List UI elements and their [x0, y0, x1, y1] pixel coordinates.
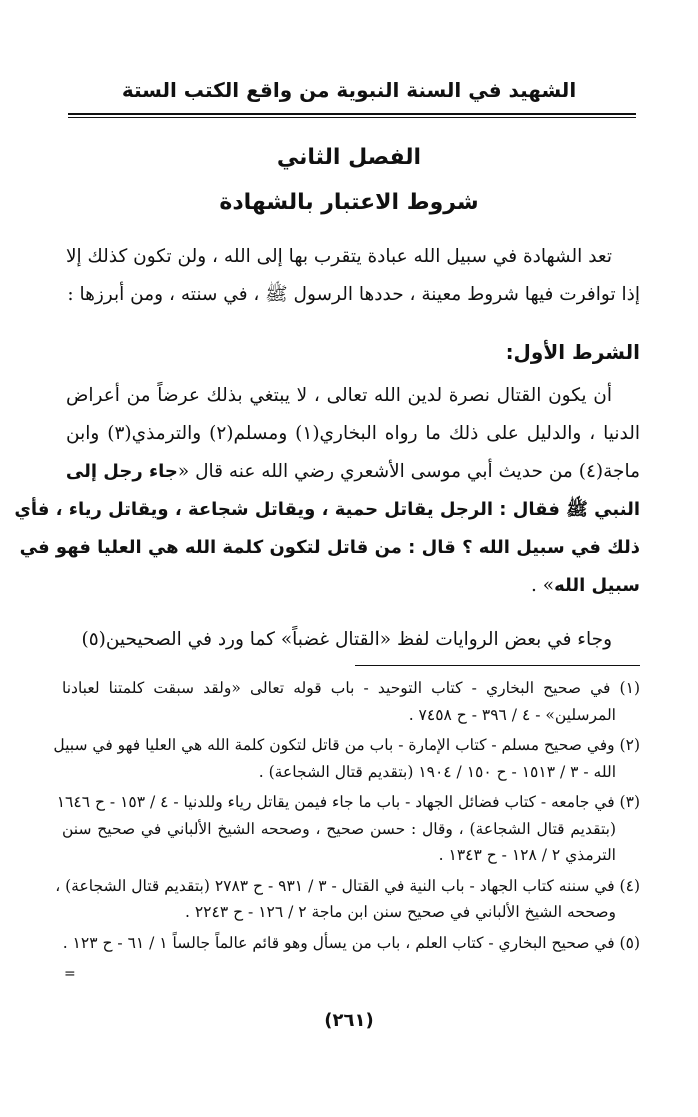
footnotes	[53, 675, 640, 956]
hadith-text: سبيل الله	[554, 575, 640, 596]
footnote-1	[62, 675, 640, 728]
header-rule-thin	[68, 117, 636, 118]
footnote-line: (٥) في صحيح البخاري - كتاب العلم ، باب من يسأل وهو قائم عالماً جالساً ١ / ٦١ - ح ١٢٣ .	[62, 933, 640, 952]
chapter-title: الفصل الثاني	[276, 145, 422, 170]
condition-line	[66, 453, 640, 491]
condition-line: الدنيا ، والدليل على ذلك ما رواه البخاري(١) ومسلم(٢) والترمذي(٣) وابن	[66, 423, 640, 444]
hadith-line: النبي ﷺ فقال : الرجل يقاتل حمية ، ويقاتل شجاعة ، ويقاتل رياء ، فأي	[14, 499, 640, 520]
running-header: الشهيد في السنة النبوية من واقع الكتب الستة	[121, 78, 577, 102]
footnote-line: الترمذي ٢ / ١٢٨ - ح ١٣٤٣ .	[438, 846, 616, 864]
hadith-close: » .	[530, 575, 555, 596]
condition-line: أن يكون القتال نصرة لدين الله تعالى ، لا يبتغي بذلك عرضاً من أعراض	[66, 385, 612, 406]
intro-paragraph	[66, 238, 640, 314]
hadith-line: ذلك في سبيل الله ؟ قال : من قاتل لتكون كلمة الله هي العليا فهو في	[19, 537, 640, 558]
footnote-line: (١) في صحيح البخاري - كتاب التوحيد - باب قوله تعالى «ولقد سبقت كلمتنا لعبادنا	[62, 679, 640, 697]
chapter-subtitle: شروط الاعتبار بالشهادة	[219, 190, 479, 215]
footnote-line: (٤) في سننه كتاب الجهاد - باب النية في القتال - ٣ / ٩٣١ - ح ٢٧٨٣ (بتقديم قتال الشجاعة) ،	[55, 876, 640, 895]
footnote-5	[62, 930, 640, 957]
footnote-line: المرسلين» - ٤ / ٣٩٦ - ح ٧٤٥٨ .	[408, 705, 616, 724]
condition-line-text: ماجة(٤) من حديث أبي موسى الأشعري رضي الله عنه قال «	[177, 461, 640, 482]
footnote-4	[55, 873, 640, 926]
condition-paragraph	[14, 377, 640, 605]
next-paragraph-line: وجاء في بعض الروايات لفظ «القتال غضباً» كما ورد في الصحيحين(٥)	[81, 629, 612, 650]
hadith-text: جاء رجل إلى	[65, 461, 178, 482]
footnote-line: (بتقديم قتال الشجاعة) ، وقال : حسن صحيح ، وصححه الشيخ الألباني في صحيح سنن	[62, 819, 616, 838]
footnote-3	[56, 789, 640, 869]
page-number: (٢٦١)	[324, 1010, 374, 1031]
footnote-separator	[355, 665, 640, 666]
footnote-2	[53, 732, 640, 785]
next-paragraph	[66, 621, 640, 659]
footnote-line: الله - ٣ / ١٥١٣ - ح ١٥٠ / ١٩٠٤ (بتقديم قتال الشجاعة) .	[258, 762, 616, 781]
section-heading: الشرط الأول:	[505, 340, 640, 364]
footnote-line: (٣) في جامعه - كتاب فضائل الجهاد - باب ما جاء فيمن يقاتل رياء وللدنيا - ٤ / ١٥٣ - ح ١٦٤٦	[56, 793, 640, 811]
intro-line: إذا توافرت فيها شروط معينة ، حددها الرسول ﷺ ، في سنته ، ومن أبرزها :	[67, 284, 640, 305]
header-rule	[68, 113, 636, 115]
footnote-continuation-mark: =	[64, 966, 76, 982]
hadith-line	[66, 567, 640, 605]
footnote-line: (٢) وفي صحيح مسلم - كتاب الإمارة - باب من قاتل لتكون كلمة الله هي العليا فهو في سبيل	[53, 736, 640, 754]
intro-line: تعد الشهادة في سبيل الله عبادة يتقرب بها إلى الله ، ولن تكون كذلك إلا	[65, 246, 612, 267]
footnote-line: وصححه الشيخ الألباني في صحيح سنن ابن ماجة ٢ / ١٢٦ - ح ٢٢٤٣ .	[185, 903, 616, 921]
